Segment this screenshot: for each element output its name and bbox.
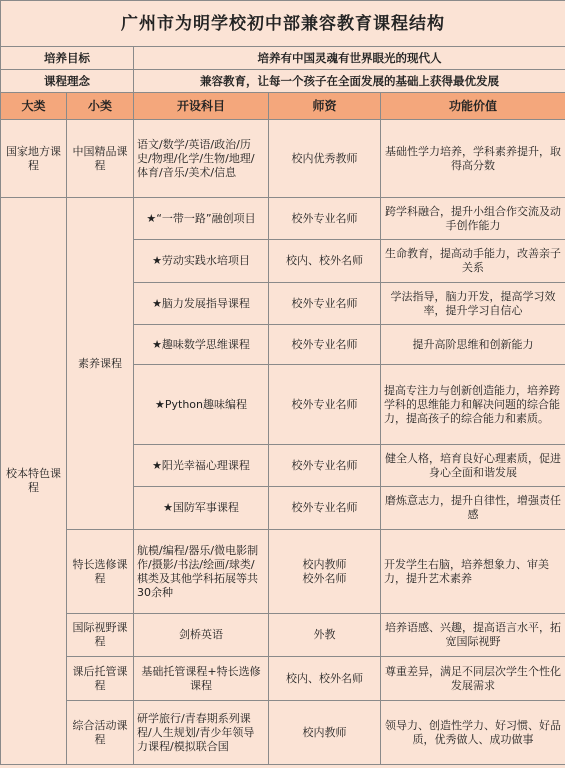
header-value: 功能价值: [381, 93, 565, 120]
table-row: [1, 530, 565, 614]
teacher-cell: 校外专业名师: [269, 325, 381, 365]
header-subcategory: 小类: [67, 93, 134, 120]
goal-value: 培养有中国灵魂有世界眼光的现代人: [134, 47, 565, 70]
value-cell: 领导力、创造性学力、好习惯、好品质，优秀做人、成功做事: [381, 701, 565, 765]
subcategory-cell: 综合活动课程: [67, 701, 134, 765]
subject-cell: 剑桥英语: [134, 614, 269, 657]
table-row: [1, 614, 565, 657]
subcategory-cell: 国际视野课程: [67, 614, 134, 657]
page-title: 广州市为明学校初中部兼容教育课程结构: [1, 1, 565, 47]
value-cell: 跨学科融合，提升小组合作交流及动手创作能力: [381, 198, 565, 240]
value-cell: 基础性学力培养，学科素养提升，取得高分数: [381, 120, 565, 198]
header-category: 大类: [1, 93, 67, 120]
value-cell: 生命教育，提高动手能力，改善亲子关系: [381, 240, 565, 283]
teacher-cell: 校内、校外名师: [269, 240, 381, 283]
table-row: [1, 198, 565, 240]
teacher-cell: 校外专业名师: [269, 283, 381, 325]
philosophy-value: 兼容教育，让每一个孩子在全面发展的基础上获得最优发展: [134, 70, 565, 93]
teacher-cell: 校内优秀教师: [269, 120, 381, 198]
subject-cell: ★劳动实践水培项目: [134, 240, 269, 283]
table-row: [1, 657, 565, 701]
header-subject: 开设科目: [134, 93, 269, 120]
teacher-cell: 校内、校外名师: [269, 657, 381, 701]
teacher-cell: 校外专业名师: [269, 198, 381, 240]
philosophy-label: 课程理念: [1, 70, 134, 93]
value-cell: 尊重差异，满足不同层次学生个性化发展需求: [381, 657, 565, 701]
value-cell: 提高专注力与创新创造能力，培养跨学科的思维能力和解决问题的综合能力，提高孩子的综合能力和素质。: [381, 365, 565, 445]
value-cell: 培养语感、兴趣，提高语言水平，拓宽国际视野: [381, 614, 565, 657]
teacher-cell: 校外专业名师: [269, 365, 381, 445]
teacher-cell: 校外专业名师: [269, 487, 381, 530]
value-cell: 健全人格，培育良好心理素质，促进身心全面和谐发展: [381, 445, 565, 487]
subject-cell: 基础托管课程+特长选修课程: [134, 657, 269, 701]
table-row: [1, 701, 565, 765]
goal-label: 培养目标: [1, 47, 134, 70]
header-teacher: 师资: [269, 93, 381, 120]
value-cell: 磨炼意志力，提升自律性，增强责任感: [381, 487, 565, 530]
value-cell: 开发学生右脑，培养想象力、审美力，提升艺术素养: [381, 530, 565, 614]
subject-cell: ★阳光幸福心理课程: [134, 445, 269, 487]
subject-cell: ★脑力发展指导课程: [134, 283, 269, 325]
category-cell: 校本特色课程: [1, 198, 67, 765]
value-cell: 学法指导，脑力开发，提高学习效率，提升学习自信心: [381, 283, 565, 325]
subcategory-cell: 中国精品课程: [67, 120, 134, 198]
subject-cell: 语文/数学/英语/政治/历史/物理/化学/生物/地理/体育/音乐/美术/信息: [134, 120, 269, 198]
value-cell: 提升高阶思维和创新能力: [381, 325, 565, 365]
teacher-cell: 校外专业名师: [269, 445, 381, 487]
subject-cell: ★“一带一路”融创项目: [134, 198, 269, 240]
table-row: [1, 120, 565, 198]
subcategory-cell: 素养课程: [67, 198, 134, 530]
subject-cell: ★Python趣味编程: [134, 365, 269, 445]
subject-cell: ★国防军事课程: [134, 487, 269, 530]
teacher-cell: 外教: [269, 614, 381, 657]
subcategory-cell: 特长选修课程: [67, 530, 134, 614]
subject-cell: ★趣味数学思维课程: [134, 325, 269, 365]
subject-cell: 航模/编程/器乐/微电影制作/摄影/书法/绘画/球类/棋类及其他学科拓展等共30余种: [134, 530, 269, 614]
category-cell: 国家地方课程: [1, 120, 67, 198]
subcategory-cell: 课后托管课程: [67, 657, 134, 701]
subject-cell: 研学旅行/青春期系列课程/人生规划/青少年领导力课程/模拟联合国: [134, 701, 269, 765]
teacher-cell: 校内教师 校外名师: [269, 530, 381, 614]
teacher-cell: 校内教师: [269, 701, 381, 765]
